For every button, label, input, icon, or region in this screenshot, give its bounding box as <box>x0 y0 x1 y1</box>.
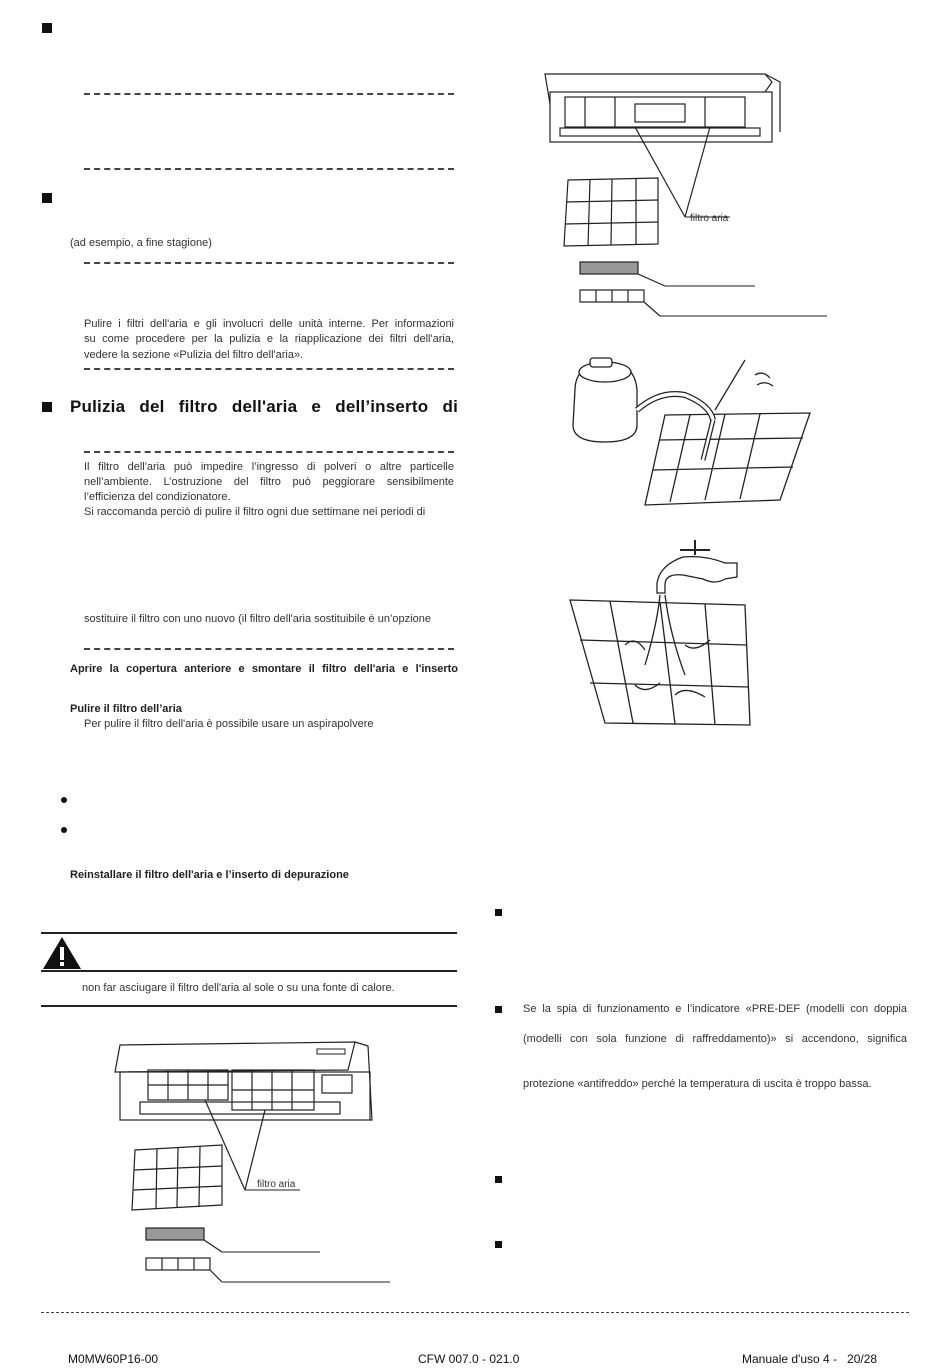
warning-icon <box>42 936 82 970</box>
dashed-separator <box>84 93 454 95</box>
filter-note-line-3: l’efficienza del condizionatore. <box>84 491 231 503</box>
step-clean-text: Per pulire il filtro dell'aria è possibile usare un aspirapolvere <box>84 718 374 730</box>
warning-bottom-rule <box>41 1005 457 1007</box>
predef-line-2: (modelli con sola funzione di raffreddamento)» si accendono, significa <box>523 1033 907 1045</box>
warning-top-rule <box>41 932 457 934</box>
example-note: (ad esempio, a fine stagione) <box>70 237 212 249</box>
dashed-separator <box>84 168 454 170</box>
footer-model-range: CFW 007.0 - 021.0 <box>418 1352 520 1366</box>
footer-dashed-rule <box>41 1312 909 1313</box>
bullet-square <box>495 909 502 916</box>
dashed-separator <box>84 648 454 650</box>
clean-note-line-2: su come procedere per la pulizia e la riapplicazione dei filtri dell'aria, <box>84 333 454 345</box>
filter-note-line-2: nell’ambiente. L’ostruzione del filtro può peggiorare sensibilmente <box>84 476 454 488</box>
filter-label-bottom: filtro aria <box>257 1179 296 1190</box>
water-washing-illustration <box>565 535 765 740</box>
filter-note-line-4: Si raccomanda perciò di pulire il filtro ogni due settimane nei periodi di <box>84 506 426 518</box>
footer-page-info: Manuale d'uso 4 - 20/28 <box>742 1352 878 1366</box>
bullet-square <box>42 402 52 412</box>
warning-text: non far asciugare il filtro dell'aria al sole o su una fonte di calore. <box>82 982 395 994</box>
bullet-dot <box>61 827 67 833</box>
warning-mid-rule <box>41 970 457 972</box>
footer-doc-code: M0MW60P16-00 <box>68 1352 159 1366</box>
clean-note-line-1: Pulire i filtri dell'aria e gli involucri delle unità interne. Per informazioni <box>84 318 454 330</box>
filter-label-top: filtro aria <box>690 213 729 224</box>
step-reinstall: Reinstallare il filtro dell'aria e l’inserto di depurazione <box>70 869 349 881</box>
replace-note: sostituire il filtro con uno nuovo (il filtro dell'aria sostituibile è un’opzione <box>84 613 431 625</box>
bullet-square <box>495 1176 502 1183</box>
predef-line-1: Se la spia di funzionamento e l’indicatore «PRE-DEF (modelli con doppia <box>523 1003 907 1015</box>
vacuum-cleaning-illustration <box>565 350 815 510</box>
dashed-separator <box>84 262 454 264</box>
dashed-separator <box>84 368 454 370</box>
bullet-dot <box>61 797 67 803</box>
indoor-unit-filter-illustration <box>110 1040 410 1290</box>
section-heading: Pulizia del filtro dell'aria e dell’inserto di <box>70 397 458 416</box>
step-open: Aprire la copertura anteriore e smontare il filtro dell'aria e l'inserto <box>70 663 458 675</box>
indoor-unit-top-illustration <box>540 72 830 322</box>
dashed-separator <box>84 451 454 453</box>
bullet-square <box>42 23 52 33</box>
bullet-square <box>495 1241 502 1248</box>
step-clean-title: Pulire il filtro dell’aria <box>70 703 182 715</box>
bullet-square <box>42 193 52 203</box>
bullet-square <box>495 1006 502 1013</box>
predef-line-3: protezione «antifreddo» perché la temperatura di uscita è troppo bassa. <box>523 1078 872 1090</box>
filter-note-line-1: Il filtro dell'aria può impedire l’ingresso di polveri o altre particelle <box>84 461 454 473</box>
clean-note-line-3: vedere la sezione «Pulizia del filtro dell'aria». <box>84 349 304 361</box>
